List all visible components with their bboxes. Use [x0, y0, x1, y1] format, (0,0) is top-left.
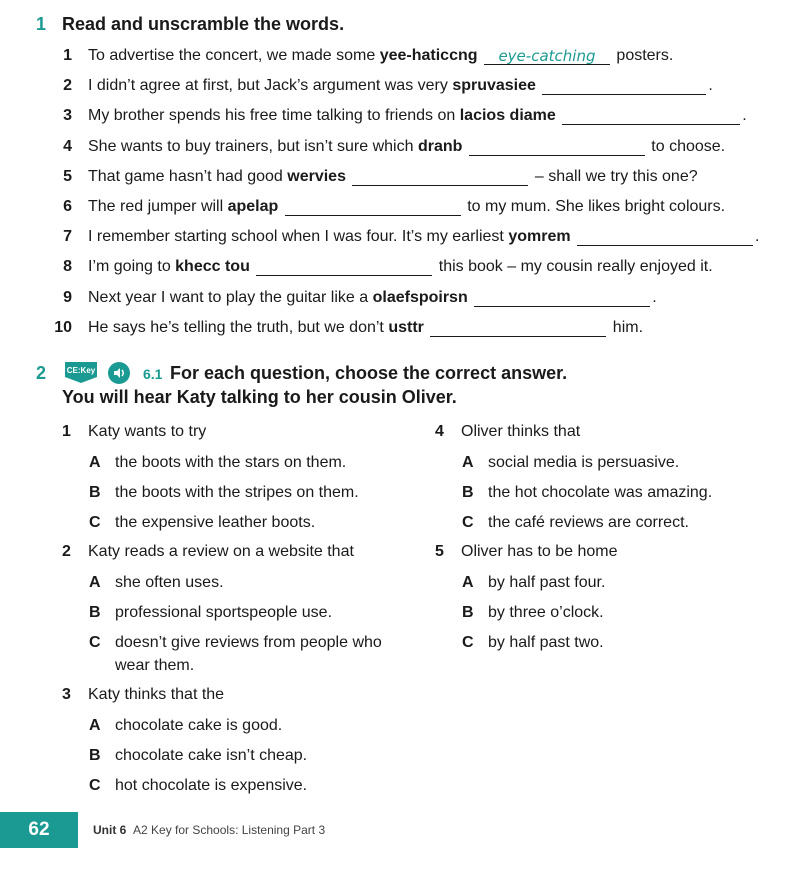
question-number: 4: [435, 423, 444, 440]
item-number: 8: [63, 258, 72, 276]
scrambled-word: usttr: [388, 318, 424, 336]
item-before: She wants to buy trainers, but isn’t sure which: [88, 137, 418, 155]
option-text: doesn’t give reviews from people who wear them.: [115, 634, 382, 674]
answer-blank[interactable]: [474, 289, 650, 307]
item-after: this book – my cousin really enjoyed it.: [434, 258, 713, 276]
audio-icon[interactable]: [108, 362, 130, 384]
item-number: 5: [63, 167, 72, 185]
answer-blank[interactable]: [285, 198, 461, 216]
item-text: [88, 198, 725, 216]
exercise-2-number: 2: [36, 363, 47, 383]
item-after: him.: [608, 318, 644, 336]
question-stem: [435, 423, 580, 441]
option-letter: C: [89, 777, 101, 794]
option-letter: C: [462, 634, 474, 651]
option-letter: C: [89, 514, 101, 531]
item-after: .: [652, 288, 657, 306]
item-before: My brother spends his free time talking to friends on: [88, 107, 460, 125]
item-number: 2: [63, 77, 72, 95]
question-stem: [62, 686, 224, 704]
option-letter: B: [462, 484, 474, 501]
item-after: .: [755, 228, 760, 246]
scrambled-word: yomrem: [508, 228, 571, 246]
item-text: [88, 168, 698, 186]
option-letter: C: [462, 514, 474, 531]
option-text: she often uses.: [115, 574, 224, 591]
option-letter: A: [89, 454, 101, 471]
item-before: I’m going to: [88, 258, 176, 276]
item-after: posters.: [611, 47, 674, 64]
question-text: Katy thinks that the: [88, 686, 225, 703]
answer-blank[interactable]: [562, 107, 740, 125]
option-text: the expensive leather boots.: [115, 514, 316, 531]
item-before: He says he’s telling the truth, but we don’t: [88, 318, 389, 336]
item-text: [88, 319, 643, 337]
option-text: by three o’clock.: [488, 604, 604, 621]
item-before: To advertise the concert, we made some: [88, 47, 380, 64]
item-after: .: [742, 107, 747, 125]
answer-blank[interactable]: [577, 228, 753, 246]
item-number: 9: [63, 288, 72, 306]
option-text: chocolate cake isn’t cheap.: [115, 747, 308, 764]
question-stem: [62, 543, 354, 561]
footer-subtitle: A2 Key for Schools: Listening Part 3: [133, 823, 326, 837]
option-text: social media is persuasive.: [488, 454, 680, 471]
item-after: .: [708, 77, 713, 95]
question-number: 5: [435, 543, 444, 560]
answer-blank[interactable]: [256, 258, 432, 276]
item-before: Next year I want to play the guitar like a: [88, 288, 373, 306]
answer-blank[interactable]: [430, 319, 606, 337]
question-text: Oliver thinks that: [461, 423, 581, 440]
option-text: by half past four.: [488, 574, 606, 591]
item-before: The red jumper will: [88, 198, 228, 215]
option-letter: C: [89, 634, 101, 651]
answer-blank[interactable]: [469, 138, 645, 156]
item-text: [88, 107, 747, 125]
item-number: 4: [63, 137, 72, 155]
item-text: [88, 258, 713, 276]
footer-unit-text: [93, 823, 325, 837]
exercise-1-number: 1: [36, 14, 47, 34]
scrambled-word: khecc tou: [175, 258, 250, 276]
item-after: to my mum. She likes bright colours.: [462, 198, 726, 215]
scrambled-word: dranb: [417, 137, 463, 155]
option-letter: B: [89, 484, 101, 501]
question-number: 3: [62, 686, 71, 703]
question-number: 2: [62, 543, 71, 560]
answer-blank[interactable]: [352, 168, 528, 186]
item-number: 1: [63, 47, 72, 64]
ce-key-badge-icon: [62, 360, 100, 384]
option-letter: B: [462, 604, 474, 621]
answer-blank[interactable]: [484, 47, 610, 65]
option-text: the café reviews are correct.: [488, 514, 689, 531]
scrambled-word: lacios diame: [459, 107, 556, 125]
exercise-2-title-line1: For each question, choose the correct answer.: [170, 363, 568, 383]
option-letter: A: [89, 717, 101, 734]
exercise-1-title: Read and unscramble the words.: [62, 14, 345, 34]
item-before: I remember starting school when I was four. It’s my earliest: [88, 228, 509, 246]
option-text: professional sportspeople use.: [115, 604, 333, 621]
track-number: 6.1: [143, 366, 163, 382]
scrambled-word: apelap: [227, 198, 279, 215]
item-text: [88, 289, 657, 307]
answer-text: eye-catching: [498, 47, 596, 65]
item-after: – shall we try this one?: [530, 167, 698, 185]
item-number: 3: [63, 107, 72, 125]
scrambled-word: olaefspoirsn: [372, 288, 468, 306]
item-number: 6: [63, 198, 72, 215]
item-after: to choose.: [646, 137, 726, 155]
item-before: I didn’t agree at first, but Jack’s argument was very: [88, 77, 453, 95]
option-letter: B: [89, 604, 101, 621]
question-stem: [435, 543, 618, 561]
item-text: [88, 228, 759, 246]
option-text: by half past two.: [488, 634, 604, 651]
question-text: Oliver has to be home: [461, 543, 618, 560]
item-before: That game hasn’t had good: [88, 167, 288, 185]
item-number: 10: [54, 318, 72, 336]
item-text: [88, 47, 673, 65]
scrambled-word: wervies: [287, 167, 346, 185]
scrambled-word: spruvasiee: [452, 77, 536, 95]
item-text: [88, 138, 725, 156]
answer-blank[interactable]: [542, 77, 706, 95]
item-text: [88, 77, 713, 95]
option-letter: B: [89, 747, 101, 764]
question-text: Katy reads a review on a website that: [88, 543, 354, 560]
question-text: Katy wants to try: [88, 423, 207, 440]
option-letter: A: [462, 574, 474, 591]
footer-unit: Unit 6: [93, 823, 127, 837]
option-text: the boots with the stars on them.: [115, 454, 347, 471]
exercise-2-title-line2: You will hear Katy talking to her cousin Oliver.: [62, 387, 457, 407]
option-text: the boots with the stripes on them.: [115, 484, 359, 501]
option-text: the hot chocolate was amazing.: [488, 484, 713, 501]
ce-key-label: CE:Key: [66, 366, 96, 375]
option-letter: A: [462, 454, 474, 471]
scrambled-word: yee-haticcng: [379, 47, 478, 64]
option-text: hot chocolate is expensive.: [115, 777, 308, 794]
page-number: 62: [28, 819, 50, 840]
question-number: 1: [62, 423, 71, 440]
option-text: chocolate cake is good.: [115, 717, 283, 734]
item-number: 7: [63, 228, 72, 246]
question-stem: [62, 423, 206, 441]
option-letter: A: [89, 574, 101, 591]
